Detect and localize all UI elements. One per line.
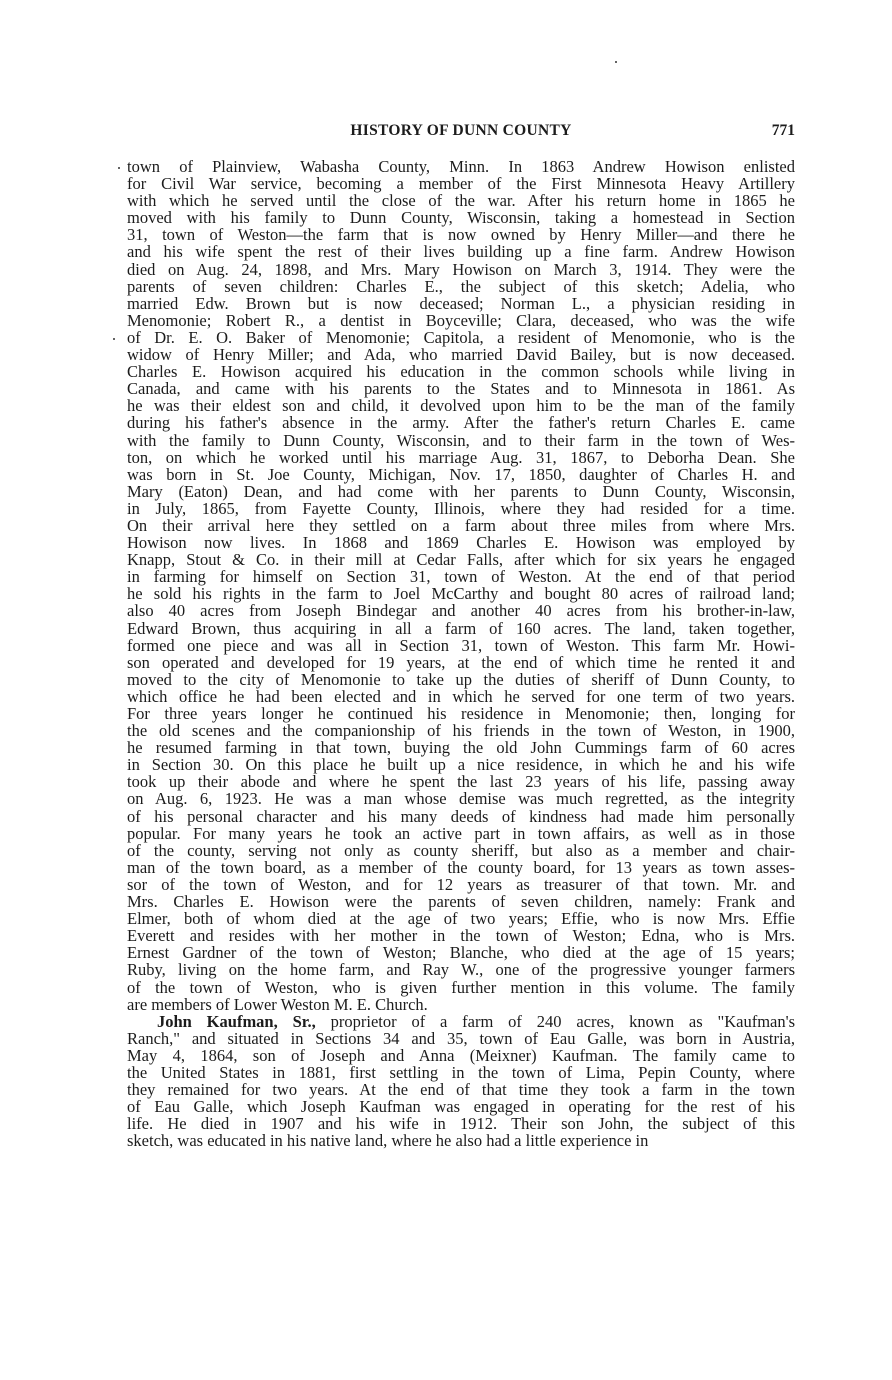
text-line: sor of the town of Weston, and for 12 years as treasurer of that town. Mr. and	[127, 874, 795, 894]
text-line: formed one piece and was all in Section 31, town of Weston. This farm Mr. Howi-	[127, 635, 795, 655]
paragraph-kaufman	[127, 1013, 795, 1150]
text-run: proprietor of a farm of 240 acres, known as "Kaufman's	[315, 1011, 795, 1031]
text-line: also 40 acres from Joseph Bindegar and another 40 acres from his brother-in-law,	[127, 601, 795, 621]
text-line: son operated and developed for 19 years, at the end of which time he rented it and	[127, 652, 795, 672]
scan-speck	[113, 338, 115, 340]
text-line: during his father's absence in the army. After the father's return Charles E. came	[127, 413, 795, 433]
paragraph-howison	[127, 158, 795, 1013]
text-line: in Section 30. On this place he built up a nice residence, in which he and his wife	[127, 755, 795, 775]
text-line: moved to the city of Menomonie to take up the duties of sheriff of Dunn County, to	[127, 669, 795, 689]
text-line: Menomonie; Robert R., a dentist in Boyceville; Clara, deceased, who was the wife	[127, 310, 795, 330]
text-line: of the town of Weston, who is given further mention in this volume. The family	[127, 977, 795, 997]
text-line: which office he had been elected and in which he served for one term of two years.	[127, 686, 795, 706]
text-line: parents of seven children: Charles E., the subject of this sketch; Adelia, who	[127, 276, 795, 296]
text-line: of the county, serving not only as county sheriff, but also as a member and chair-	[127, 840, 795, 860]
text-line: of Dr. E. O. Baker of Menomonie; Capitola, a resident of Menomonie, who is the	[127, 327, 795, 347]
text-line: and his wife spent the rest of their lives building up a fine farm. Andrew Howison	[127, 242, 795, 262]
text-line: Knapp, Stout & Co. in their mill at Cedar Falls, after which for six years he engaged	[127, 550, 795, 570]
body-text	[127, 158, 795, 1149]
text-line: married Edw. Brown but is now deceased; Norman L., a physician residing in	[127, 293, 795, 313]
text-line: of Eau Galle, which Joseph Kaufman was engaged in operating for the rest of his	[127, 1097, 795, 1117]
text-line: widow of Henry Miller; and Ada, who married David Bailey, but is now deceased.	[127, 345, 795, 365]
text-line: man of the town board, as a member of the county board, for 13 years as town asses-	[127, 857, 795, 877]
text-line: Howison now lives. In 1868 and 1869 Charles E. Howison was employed by	[127, 533, 795, 553]
running-header	[127, 122, 795, 146]
text-line: Mrs. Charles E. Howison were the parents of seven children, namely: Frank and	[127, 892, 795, 912]
text-line: Elmer, both of whom died at the age of two years; Effie, who is now Mrs. Effie	[127, 909, 795, 929]
text-line: for Civil War service, becoming a member of the First Minnesota Heavy Artillery	[127, 174, 795, 194]
text-line: was born in St. Joe County, Michigan, Nov. 17, 1850, daughter of Charles H. and	[127, 464, 795, 484]
text-line	[127, 1013, 795, 1030]
text-line: he was their eldest son and child, it devolved upon him to be the man of the family	[127, 396, 795, 416]
text-line: ton, on which he worked until his marriage Aug. 31, 1867, to Deborha Dean. She	[127, 447, 795, 467]
text-line: town of Plainview, Wabasha County, Minn. In 1863 Andrew Howison enlisted	[127, 157, 795, 176]
text-line: in farming for himself on Section 31, town of Weston. At the end of that period	[127, 567, 795, 587]
text-line: with the family to Dunn County, Wisconsin, and to their farm in the town of Wes-	[127, 430, 795, 450]
subject-name: John Kaufman, Sr.,	[157, 1011, 316, 1031]
text-line: popular. For many years he took an active part in town affairs, as well as in those	[127, 823, 795, 843]
text-line: For three years longer he continued his residence in Menomonie; then, longing for	[127, 704, 795, 723]
text-line: Ernest Gardner of the town of Weston; Blanche, who died at the age of 15 years;	[127, 943, 795, 963]
page-title: HISTORY OF DUNN COUNTY	[350, 122, 572, 139]
text-line: he resumed farming in that town, buying the old John Cummings farm of 60 acres	[127, 738, 795, 758]
text-line: Charles E. Howison acquired his education in the common schools while living in	[127, 362, 795, 382]
page-number: 771	[771, 122, 795, 139]
text-line: took up their abode and where he spent the last 23 years of his life, passing away	[127, 772, 795, 792]
text-line: the old scenes and the companionship of his friends in the town of Weston, in 1900,	[127, 721, 795, 741]
text-line: moved with his family to Dunn County, Wisconsin, taking a homestead in Section	[127, 208, 795, 228]
scan-speck	[118, 167, 120, 169]
text-line: Edward Brown, thus acquiring in all a farm of 160 acres. The land, taken together,	[127, 618, 795, 638]
text-line: in July, 1865, from Fayette County, Illinois, where they had resided for a time.	[127, 498, 795, 518]
text-line: they remained for two years. At the end of that time they took a farm in the town	[127, 1080, 795, 1100]
text-line: On their arrival here they settled on a farm about three miles from where Mrs.	[127, 515, 795, 535]
text-line: Ruby, living on the home farm, and Ray W., one of the progressive younger farmers	[127, 960, 795, 980]
text-line: May 4, 1864, son of Joseph and Anna (Meixner) Kaufman. The family came to	[127, 1045, 795, 1065]
text-line: Mary (Eaton) Dean, and had come with her parents to Dunn County, Wisconsin,	[127, 481, 795, 501]
text-line: he sold his rights in the farm to Joel McCarthy and bought 80 acres of railroad land;	[127, 584, 795, 604]
text-line: the United States in 1881, first settling in the town of Lima, Pepin County, where	[127, 1062, 795, 1082]
text-line: with which he served until the close of the war. After his return home in 1865 he	[127, 191, 795, 211]
text-line: 31, town of Weston—the farm that is now owned by Henry Miller—and there he	[127, 225, 795, 245]
text-line: died on Aug. 24, 1898, and Mrs. Mary Howison on March 3, 1914. They were the	[127, 259, 795, 279]
text-line: Everett and resides with her mother in the town of Weston; Edna, who is Mrs.	[127, 926, 795, 946]
scan-speck	[615, 61, 617, 63]
text-line: sketch, was educated in his native land, where he also had a little experience in	[127, 1131, 649, 1151]
text-line: are members of Lower Weston M. E. Church.	[127, 994, 428, 1014]
text-line: of his personal character and his many deeds of kindness had made him personally	[127, 806, 795, 826]
text-line: life. He died in 1907 and his wife in 1912. Their son John, the subject of this	[127, 1114, 795, 1134]
text-line: Ranch," and situated in Sections 34 and 35, town of Eau Galle, was born in Austria,	[127, 1028, 795, 1048]
text-line: Canada, and came with his parents to the States and to Minnesota in 1861. As	[127, 379, 795, 399]
text-line: on Aug. 6, 1923. He was a man whose demise was much regretted, as the integrity	[127, 789, 795, 809]
